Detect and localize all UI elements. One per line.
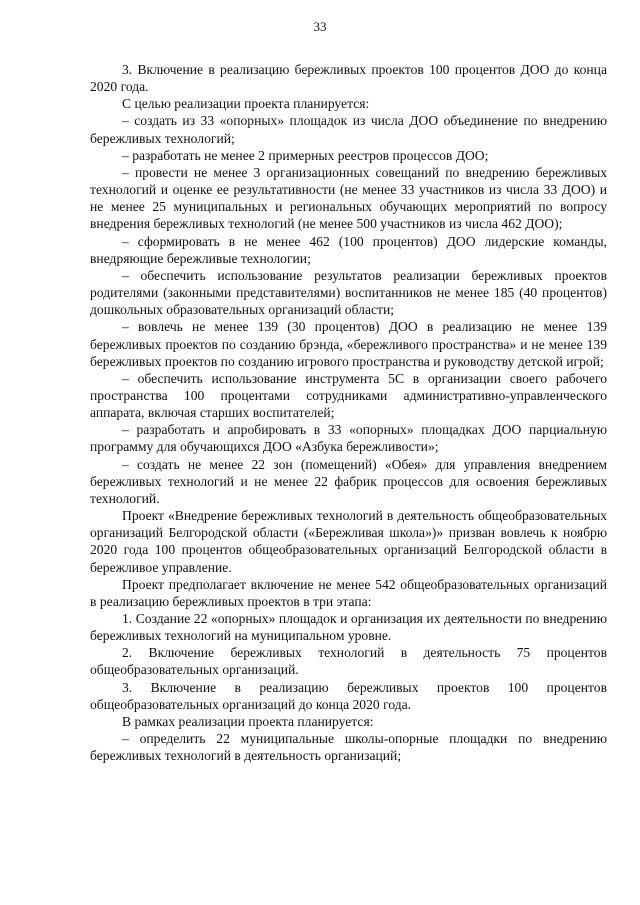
- list-item: – обеспечить использование результатов реализации бережливых проектов родителями (законными представителями) воспитанников не менее 185 (40 процентов) дошкольных образовательных организаций области;: [90, 267, 607, 318]
- list-item: – разработать не менее 2 примерных реестров процессов ДОО;: [122, 147, 489, 163]
- list-item: – определить 22 муниципальные школы-опорные площадки по внедрению бережливых технологий в деятельность организаций;: [90, 731, 607, 764]
- list-item: 1. Создание 22 «опорных» площадок и организация их деятельности по внедрению бережливых технологий на муниципальном уровне.: [90, 611, 607, 644]
- paragraph: С целью реализации проекта планируется:: [122, 96, 370, 112]
- page-number: 33: [313, 19, 327, 34]
- list-item: – вовлечь не менее 139 (30 процентов) ДОО в реализацию не менее 139 бережливых проектов по созданию брэнда, «бережливого пространства» и не менее 139 бережливых проектов по созданию игрового пространства и руководству детской игрой;: [90, 319, 607, 369]
- paragraph: Проект «Внедрение бережливых технологий в деятельность общеобразовательных организаций Белгородской области («Бережливая школа»)» призван вовлечь к ноябрю 2020 года 100 процентов общеобразовательных организаций Белгородской области в бережливое управление.: [90, 508, 607, 575]
- list-item: – создать из 33 «опорных» площадок из числа ДОО объединение по внедрению бережливых технологий;: [90, 113, 607, 146]
- list-item: 3. Включение в реализацию бережливых проектов 100 процентов общеобразовательных организаций до конца 2020 года.: [90, 679, 607, 712]
- document-body: [90, 61, 607, 764]
- paragraph: В рамках реализации проекта планируется:: [122, 713, 374, 729]
- list-item: – разработать и апробировать в 33 «опорных» площадках ДОО парциальную программу для обучающихся ДОО «Азбука бережливости»;: [90, 422, 607, 455]
- list-item: – обеспечить использование инструмента 5С в организации своего рабочего пространства 100 процентами сотрудниками административно-управленческого аппарата, включая старших воспитателей;: [90, 370, 607, 421]
- list-item: – создать не менее 22 зон (помещений) «Обея» для управления внедрением бережливых технологий и не менее 22 фабрик процессов для освоения бережливых технологий.: [90, 456, 607, 506]
- list-item: 2. Включение бережливых технологий в деятельность 75 процентов общеобразовательных организаций.: [90, 645, 607, 678]
- paragraph: 3. Включение в реализацию бережливых проектов 100 процентов ДОО до конца 2020 года.: [90, 62, 607, 95]
- paragraph: Проект предполагает включение не менее 542 общеобразовательных организаций в реализацию бережливых проектов в три этапа:: [90, 576, 607, 609]
- list-item: – сформировать в не менее 462 (100 процентов) ДОО лидерские команды, внедряющие бережливые технологии;: [90, 233, 607, 266]
- list-item: – провести не менее 3 организационных совещаний по внедрению бережливых технологий и оценке ее результативности (не менее 33 участников из числа 33 ДОО) и не менее 25 муниципальных и региональных обучающих мероприятий по вопросу внедрения бережливых технологий (не менее 500 участников из числа 462 ДОО);: [90, 164, 607, 232]
